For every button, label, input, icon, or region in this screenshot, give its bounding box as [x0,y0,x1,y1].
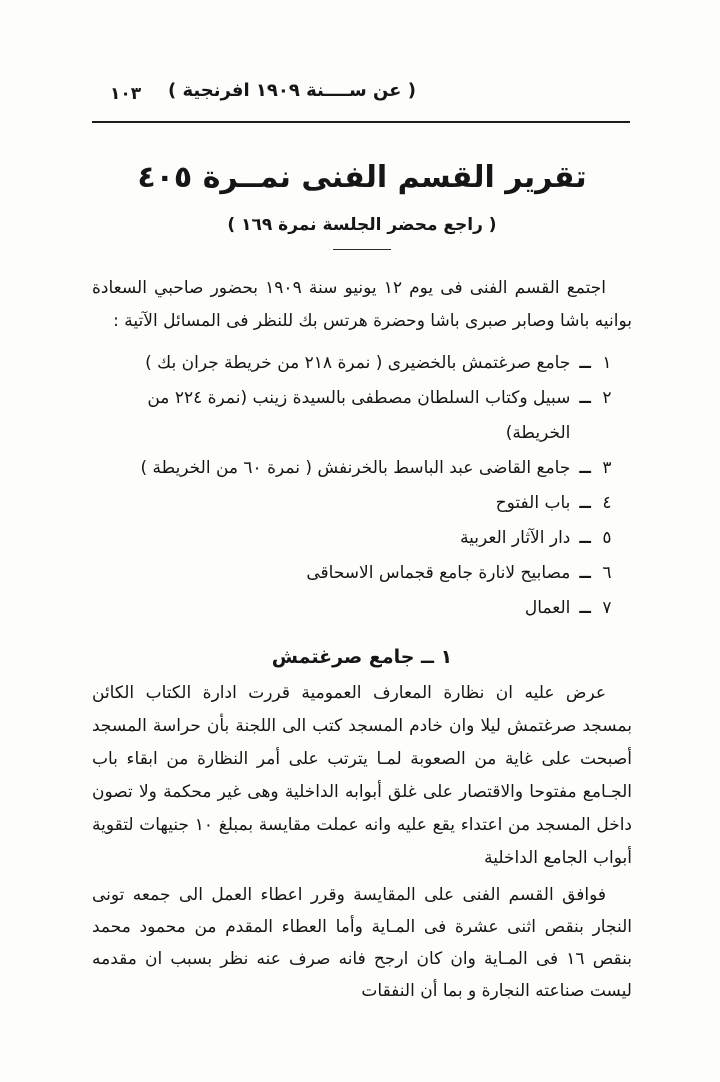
report-title: تقرير القسم الفنى نمــرة ٤٠٥ [137,160,587,195]
agenda-item-dash: ــ [579,492,591,513]
body-paragraph-1: عرض عليه ان نظارة المعارف العمومية قررت ادارة الكتاب الكائن بمسجد صرغتمش ليلا وان خادم المسجد كتب الى اللجنة بأن حراسة المسجد أصبحت على غاية من الصعوبة لمـا يترتب على أمر النظارة من ابقاء باب الجـامع مفتوحا والاقتصار على غلق أبوابه الداخلية وهى غير محكمة ولا تصون داخل المسجد من اعتداء يقع عليه وانه عملت مقايسة بمبلغ ١٠ جنيهات لتقوية أبواب الجامع الداخلية [92,682,632,868]
agenda-item-dash: ــ [579,457,591,478]
agenda-item-5 [92,521,632,556]
agenda-item-dash: ــ [579,387,591,408]
agenda-item-2 [92,381,632,451]
section-heading-mosque-sarghatmish: ١ ــ جامع صرغتمش [271,645,453,668]
session-reference: ( راجع محضر الجلسة نمرة ١٦٩ ) [227,214,497,235]
agenda-item-6 [92,556,632,591]
agenda-item-text: جامع القاضى عبد الباسط بالخرنفش ( نمرة ٦٠ من الخريطة ) [140,457,571,478]
page-content [92,0,632,1007]
agenda-item-number: ٣ [602,457,612,478]
agenda-item-text: جامع صرغتمش بالخضيرى ( نمرة ٢١٨ من خريطة جران بك ) [145,352,571,373]
agenda-item-number: ٤ [602,492,612,513]
agenda-item-4 [92,486,632,521]
agenda-item-text: العمال [524,597,571,618]
agenda-item-number: ١ [602,352,612,373]
page-number: ١٠٣ [110,84,142,104]
agenda-item-number: ٧ [602,597,612,618]
agenda-item-text: باب الفتوح [495,492,571,513]
page-header [92,0,632,122]
agenda-item-dash: ــ [579,527,591,548]
agenda-item-dash: ــ [579,562,591,583]
agenda-item-number: ٥ [602,527,612,548]
header-rule [92,121,630,123]
header-year-note: ( عن ســــنة ١٩٠٩ افرنجية ) [168,80,416,101]
agenda-item-number: ٢ [602,387,612,408]
title-divider [333,249,391,250]
agenda-item-text: دار الآثار العربية [460,527,571,548]
body-paragraph-2: فوافق القسم الفنى على المقايسة وقرر اعطاء العمل الى جمعه تونى النجار بنقص اثنى عشرة فى المـاية وأما العطاء المقدم من محمود محمد بنقص ١٦ فى المـاية وان كان ارجح فانه صرف عنه نظر بسبب ان مقدمه ليست صناعته النجارة و بما أن النفقات [92,884,632,1001]
agenda-item-text: مصابيح لانارة جامع قجماس الاسحاقى [306,562,571,583]
agenda-item-7 [92,591,632,626]
agenda-list [92,346,632,626]
agenda-item-dash: ــ [579,352,591,373]
intro-paragraph: اجتمع القسم الفنى فى يوم ١٢ يونيو سنة ١٩٠٩ بحضور صاحبي السعادة بوانيه باشا وصابر صبرى باشا وحضرة هرتس بك للنظر فى المسائل الآتية : [92,277,632,331]
agenda-item-1 [92,346,632,381]
agenda-item-text: سبيل وكتاب السلطان مصطفى بالسيدة زينب (نمرة ٢٢٤ من الخريطة) [147,387,571,443]
agenda-item-3 [92,451,632,486]
agenda-item-number: ٦ [602,562,612,583]
agenda-item-dash: ــ [579,597,591,618]
